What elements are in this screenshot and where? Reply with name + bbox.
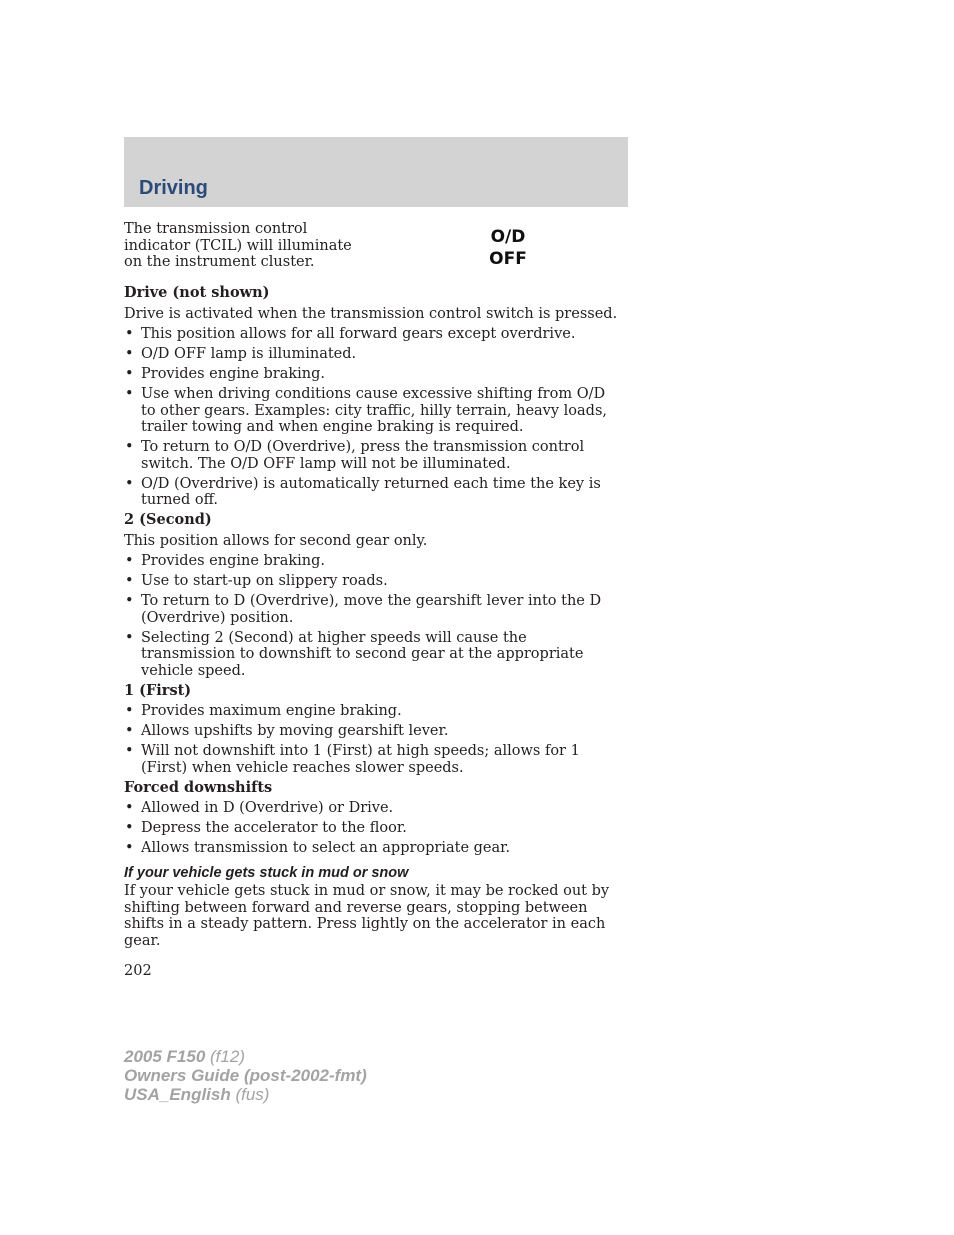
second-bullet-list	[124, 553, 624, 679]
list-item: • Provides engine braking.	[124, 553, 624, 570]
section-title: Driving	[139, 177, 208, 199]
footer-model-code: (f12)	[205, 1047, 245, 1066]
list-item: • To return to D (Overdrive), move the gearshift lever into the D (Overdrive) position.	[124, 593, 624, 626]
footer-model: 2005 F150	[124, 1047, 206, 1066]
drive-bullet-list	[124, 326, 624, 509]
first-heading: 1 (First)	[124, 681, 192, 699]
list-item: • O/D (Overdrive) is automatically returned each time the key is turned off.	[124, 476, 624, 509]
list-item: • Allows transmission to select an appropriate gear.	[124, 840, 624, 857]
footer-language-code: (fus)	[230, 1085, 270, 1104]
list-item: • Provides maximum engine braking.	[124, 703, 624, 720]
second-heading: 2 (Second)	[124, 511, 212, 528]
list-item: • This position allows for all forward gears except overdrive.	[124, 326, 624, 343]
page-content	[124, 221, 624, 980]
indicator-text: The transmission control indicator (TCIL) will illuminate on the instrument cluster.	[124, 221, 352, 270]
section-header-band	[124, 137, 628, 207]
list-item: • Will not downshift into 1 (First) at high speeds; allows for 1 (First) when vehicle reaches slower speeds.	[124, 743, 624, 776]
od-off-icon-line2: OFF	[489, 249, 527, 269]
drive-heading: Drive (not shown)	[124, 284, 270, 301]
list-item: • To return to O/D (Overdrive), press the transmission control switch. The O/D OFF lamp will not be illuminated.	[124, 439, 624, 472]
footer-line-3	[124, 1085, 367, 1104]
stuck-heading: If your vehicle gets stuck in mud or snow	[124, 864, 409, 881]
drive-intro: Drive is activated when the transmission control switch is pressed.	[124, 305, 618, 322]
stuck-text: If your vehicle gets stuck in mud or snow, it may be rocked out by shifting between forward and reverse gears, stopping between shifts in a steady pattern. Press lightly on the accelerator in each gear.	[124, 883, 610, 949]
list-item: • Allows upshifts by moving gearshift lever.	[124, 723, 624, 740]
first-bullet-list	[124, 703, 624, 776]
footer-line-1	[124, 1047, 367, 1066]
list-item: • Allowed in D (Overdrive) or Drive.	[124, 800, 624, 817]
list-item: • Provides engine braking.	[124, 366, 624, 383]
second-intro: This position allows for second gear only.	[124, 532, 428, 549]
footer-line-2: Owners Guide (post-2002-fmt)	[124, 1066, 367, 1085]
list-item: • O/D OFF lamp is illuminated.	[124, 346, 624, 363]
list-item: • Selecting 2 (Second) at higher speeds will cause the transmission to downshift to second gear at the appropriate vehicle speed.	[124, 630, 624, 680]
od-off-icon-line1: O/D	[490, 227, 526, 247]
page-number: 202	[124, 963, 152, 979]
od-off-icon	[488, 226, 528, 270]
forced-downshifts-heading: Forced downshifts	[124, 778, 273, 796]
forced-bullet-list	[124, 800, 624, 857]
list-item: • Depress the accelerator to the floor.	[124, 820, 624, 837]
list-item: • Use when driving conditions cause excessive shifting from O/D to other gears. Examples: city traffic, hilly terrain, heavy loads, trailer towing and when engine braking is required.	[124, 386, 624, 436]
list-item: • Use to start-up on slippery roads.	[124, 573, 624, 590]
footer-language: USA_English	[124, 1085, 231, 1104]
indicator-row	[124, 221, 624, 285]
document-footer	[124, 1047, 367, 1104]
